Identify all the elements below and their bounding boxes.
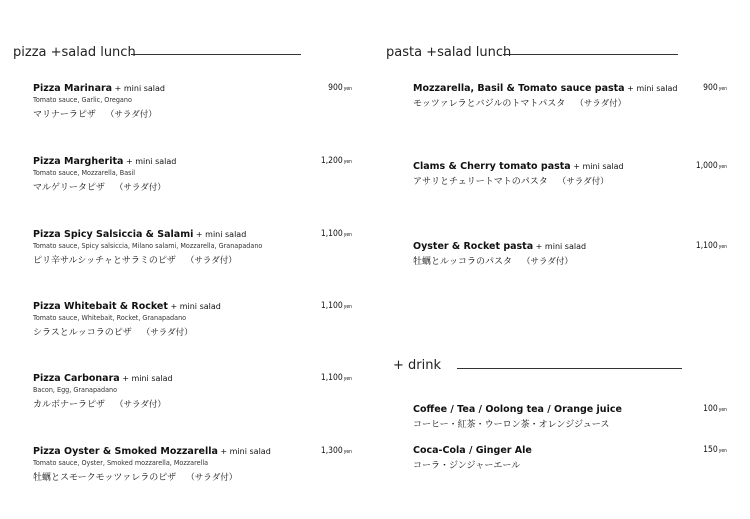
item-price-unit: yen bbox=[343, 232, 352, 238]
item-salad-note: （サラダ付） bbox=[557, 177, 609, 187]
item-name bbox=[33, 445, 363, 458]
item-price-value: 1,300 bbox=[320, 446, 343, 456]
item-price-value: 1,100 bbox=[320, 229, 343, 239]
item-salad-note: （サラダ付） bbox=[186, 473, 238, 483]
item-japanese-text: コーラ・ジンジャーエール bbox=[413, 461, 521, 471]
item-name-text: Pizza Carbonara bbox=[33, 373, 120, 384]
pasta-menu-item bbox=[413, 240, 743, 269]
item-description: Bacon, Egg, Granapadano bbox=[33, 386, 118, 394]
item-japanese-text: マリナーラピザ bbox=[33, 110, 96, 120]
item-price-unit: yen bbox=[343, 159, 352, 165]
item-japanese-text: カルボナーラピザ bbox=[33, 400, 106, 410]
item-japanese-name bbox=[33, 398, 363, 412]
item-price bbox=[703, 445, 727, 455]
item-price-unit: yen bbox=[343, 449, 352, 455]
pizza-menu-item bbox=[33, 228, 363, 268]
item-japanese-text: マルゲリータピザ bbox=[33, 183, 105, 193]
item-price-unit: yen bbox=[343, 376, 352, 382]
item-japanese-name bbox=[33, 108, 363, 122]
item-description: Tomato sauce, Garlic, Oregano bbox=[33, 96, 132, 104]
item-japanese-name bbox=[33, 254, 363, 268]
item-extra: + mini salad bbox=[193, 230, 247, 239]
item-name bbox=[413, 444, 743, 457]
item-price-value: 1,000 bbox=[695, 161, 718, 171]
item-salad-note: （サラダ付） bbox=[115, 400, 166, 410]
item-extra: + mini salad bbox=[217, 447, 271, 456]
item-price bbox=[321, 229, 352, 239]
item-price bbox=[696, 161, 727, 171]
item-japanese-text: モッツァレラとバジルのトマトパスタ bbox=[413, 99, 566, 109]
item-japanese-name bbox=[413, 97, 743, 111]
item-extra: + mini salad bbox=[533, 242, 587, 251]
item-price bbox=[321, 301, 352, 311]
pizza-menu-item bbox=[33, 82, 363, 122]
item-name bbox=[33, 228, 363, 241]
item-japanese-name bbox=[33, 181, 363, 195]
item-salad-note: （サラダ付） bbox=[185, 256, 237, 266]
item-description: Tomato sauce, Whitebait, Rocket, Granapadano bbox=[33, 314, 187, 322]
item-price bbox=[321, 156, 352, 166]
item-name bbox=[413, 403, 743, 416]
drink-title-rule bbox=[457, 368, 682, 369]
drink-menu-item bbox=[413, 444, 743, 473]
item-description: Tomato sauce, Spicy salsiccia, Milano salami, Mozzarella, Granapadano bbox=[33, 242, 263, 250]
item-salad-note: （サラダ付） bbox=[114, 183, 166, 193]
item-name-text: Pizza Whitebait & Rocket bbox=[33, 301, 168, 312]
item-price-value: 900 bbox=[703, 83, 718, 93]
item-japanese-name bbox=[413, 175, 743, 189]
item-price-value: 1,200 bbox=[320, 156, 343, 166]
item-name-text: Coca-Cola / Ginger Ale bbox=[413, 445, 532, 456]
item-japanese-name bbox=[33, 471, 363, 485]
item-price-unit: yen bbox=[718, 164, 727, 170]
item-japanese-text: 牡蠣とルッコラのパスタ bbox=[413, 257, 513, 267]
item-name bbox=[33, 155, 363, 168]
item-japanese-name bbox=[33, 326, 363, 340]
item-extra: + mini salad bbox=[119, 374, 173, 383]
item-price bbox=[696, 241, 727, 251]
item-price-value: 900 bbox=[328, 83, 343, 93]
item-price bbox=[328, 83, 352, 93]
item-salad-note: （サラダ付） bbox=[522, 257, 573, 267]
pizza-menu-item bbox=[33, 372, 363, 412]
item-name-text: Coffee / Tea / Oolong tea / Orange juice bbox=[413, 404, 622, 415]
item-japanese-text: ピリ辛サルシッチャとサラミのピザ bbox=[33, 256, 176, 266]
pasta-title-rule bbox=[503, 54, 678, 55]
item-name bbox=[33, 300, 363, 313]
item-price-unit: yen bbox=[718, 244, 727, 250]
item-price-value: 1,100 bbox=[320, 301, 343, 311]
item-japanese-name bbox=[413, 418, 743, 432]
item-name-text: Mozzarella, Basil & Tomato sauce pasta bbox=[413, 83, 625, 94]
item-price-value: 1,100 bbox=[320, 373, 343, 383]
item-extra: + mini salad bbox=[167, 302, 221, 311]
item-japanese-text: アサリとチェリートマトのパスタ bbox=[413, 177, 548, 187]
item-name-text: Oyster & Rocket pasta bbox=[413, 241, 534, 252]
pizza-title-rule bbox=[131, 54, 301, 55]
pizza-menu-item bbox=[33, 445, 363, 485]
item-price-value: 150 bbox=[703, 445, 718, 455]
item-japanese-name bbox=[413, 459, 743, 473]
item-japanese-text: コーヒー・紅茶・ウーロン茶・オレンジジュース bbox=[413, 420, 610, 430]
item-name-text: Pizza Marinara bbox=[33, 83, 113, 94]
item-name bbox=[33, 82, 363, 95]
pasta-section-title: pasta +salad lunch bbox=[386, 45, 512, 60]
item-description: Tomato sauce, Mozzarella, Basil bbox=[33, 169, 136, 177]
item-price-value: 100 bbox=[703, 404, 718, 414]
item-name bbox=[413, 240, 743, 253]
item-price bbox=[321, 373, 352, 383]
item-price bbox=[321, 446, 352, 456]
pizza-section-title: pizza +salad lunch bbox=[13, 45, 136, 60]
drink-section-title: + drink bbox=[393, 358, 442, 373]
item-price-unit: yen bbox=[718, 407, 727, 413]
item-name-text: Pizza Oyster & Smoked Mozzarella bbox=[33, 446, 218, 457]
item-name bbox=[413, 82, 743, 95]
item-extra: + mini salad bbox=[624, 84, 678, 93]
pizza-menu-item bbox=[33, 300, 363, 340]
item-price bbox=[703, 83, 727, 93]
item-name-text: Pizza Margherita bbox=[33, 156, 124, 167]
item-extra: + mini salad bbox=[112, 84, 165, 93]
item-price bbox=[703, 404, 727, 414]
item-price-unit: yen bbox=[343, 304, 352, 310]
item-japanese-name bbox=[413, 255, 743, 269]
item-price-unit: yen bbox=[718, 86, 727, 92]
item-japanese-text: シラスとルッコラのピザ bbox=[33, 328, 132, 338]
item-extra: + mini salad bbox=[570, 162, 624, 171]
item-extra: + mini salad bbox=[123, 157, 177, 166]
item-name-text: Clams & Cherry tomato pasta bbox=[413, 161, 571, 172]
drink-menu-item bbox=[413, 403, 743, 432]
item-salad-note: （サラダ付） bbox=[575, 99, 627, 109]
item-price-unit: yen bbox=[718, 448, 727, 454]
pizza-menu-item bbox=[33, 155, 363, 195]
pasta-menu-item bbox=[413, 160, 743, 189]
item-salad-note: （サラダ付） bbox=[105, 110, 157, 120]
item-name bbox=[33, 372, 363, 385]
item-description: Tomato sauce, Oyster, Smoked mozzarella, Mozzarella bbox=[33, 459, 209, 467]
pasta-menu-item bbox=[413, 82, 743, 111]
item-salad-note: （サラダ付） bbox=[141, 328, 193, 338]
item-price-unit: yen bbox=[343, 86, 352, 92]
item-price-value: 1,100 bbox=[695, 241, 718, 251]
item-name-text: Pizza Spicy Salsiccia & Salami bbox=[33, 229, 194, 240]
item-japanese-text: 牡蠣とスモークモッツァレラのピザ bbox=[33, 473, 177, 483]
item-name bbox=[413, 160, 743, 173]
